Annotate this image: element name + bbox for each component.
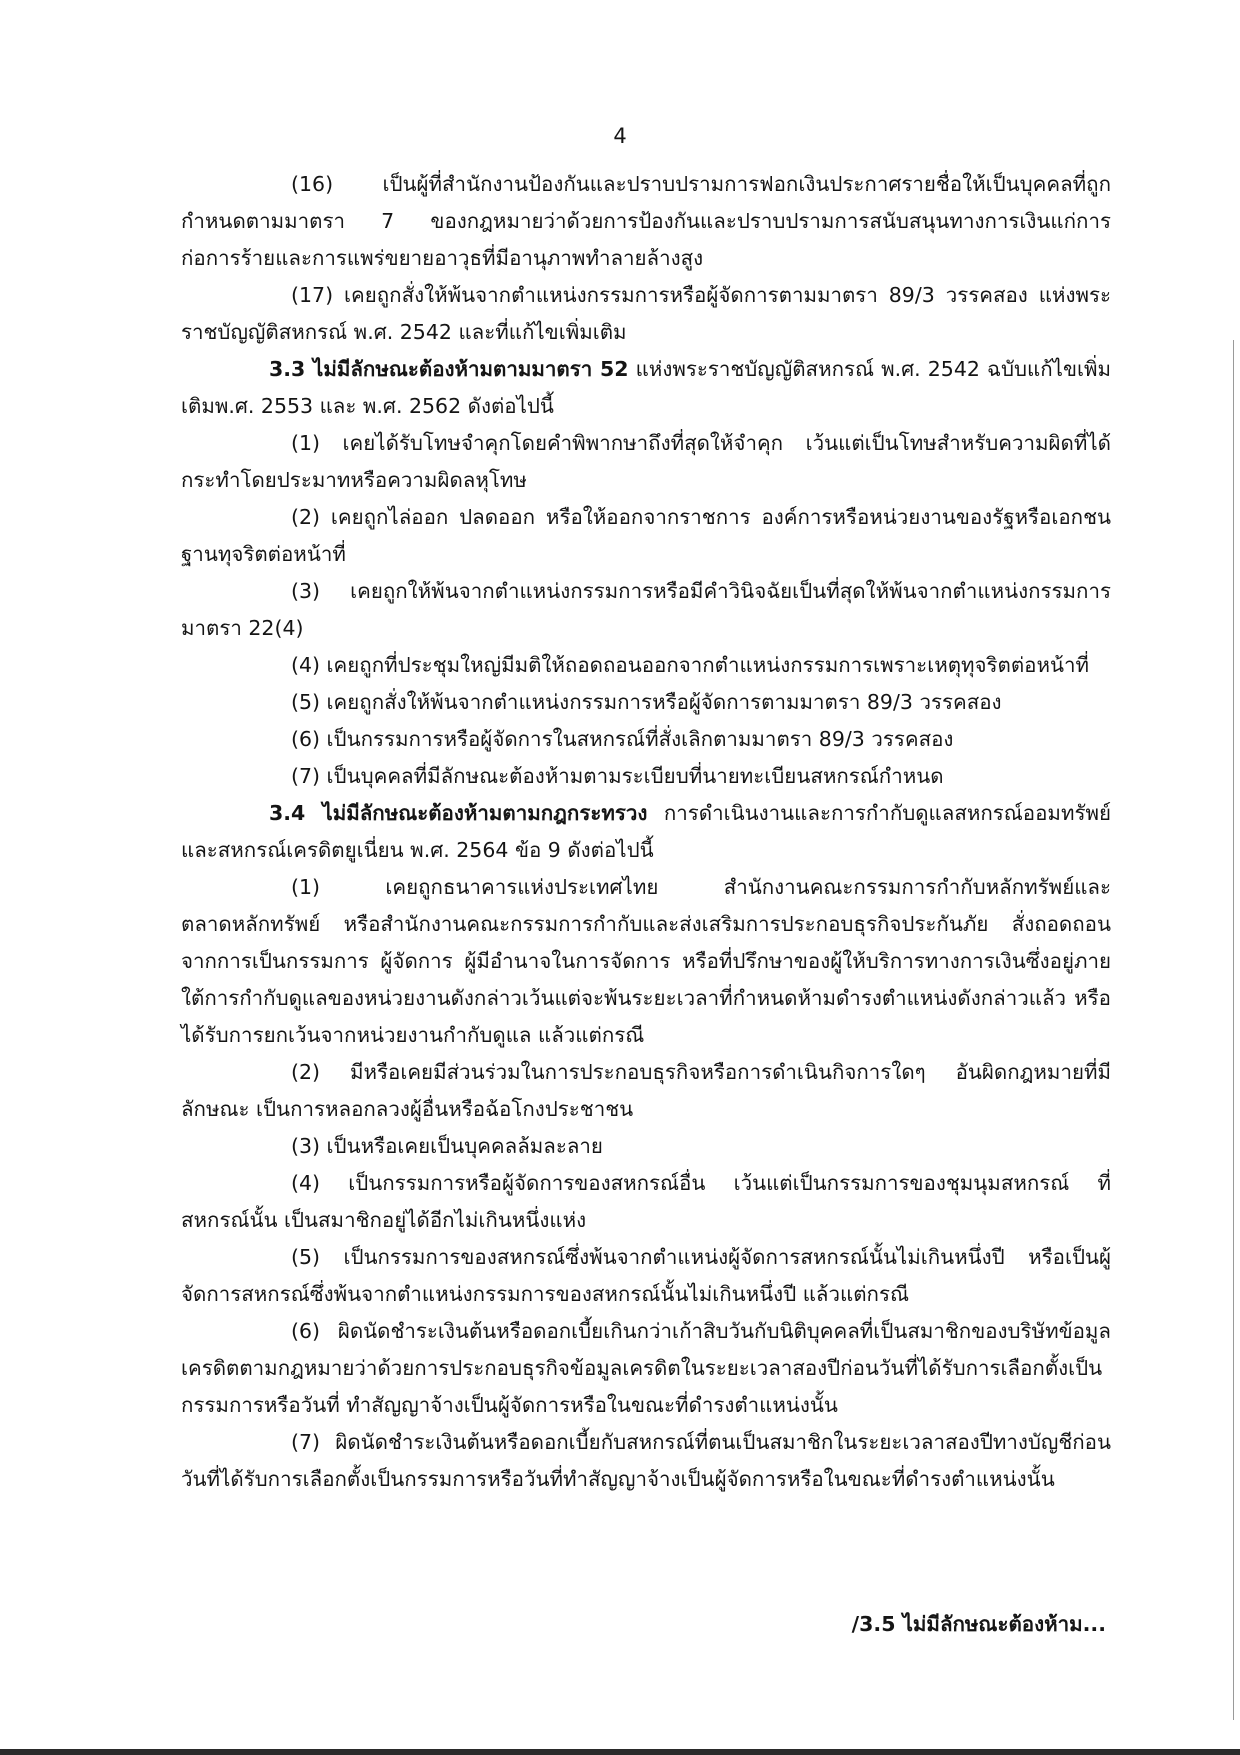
paragraph-text: (1) เคยถูกธนาคารแห่งประเทศไทย สำนักงานคณะกรรมการกำกับหลักทรัพย์และตลาดหลักทรัพย์ หรือสำนักงานคณะกรรมการกำกับและส่งเสริมการประกอบธุรกิจประกันภัย สั่งถอดถอนจากการเป็นกรรมการ ผู้จัดการ ผู้มีอำนาจในการจัดการ หรือที่ปรึกษาของผู้ให้บริการทางการเงินซึ่งอยู่ภายใต้การกำกับดูแลของหน่วยงานดังกล่าวเว้นแต่จะพ้นระยะเวลาที่กำหนดห้ามดำรงตำแหน่งดังกล่าวแล้ว หรือได้รับการยกเว้นจากหน่วยงานกำกับดูแล แล้วแต่กรณี	[181, 875, 1111, 1047]
paragraph-text: (5) เคยถูกสั่งให้พ้นจากตำแหน่งกรรมการหรือผู้จัดการตามมาตรา 89/3 วรรคสอง	[291, 690, 1002, 714]
section-heading: 3.3 ไม่มีลักษณะต้องห้ามตามมาตรา 52	[269, 357, 629, 381]
paragraph-text: (6) ผิดนัดชำระเงินต้นหรือดอกเบี้ยเกินกว่าเก้าสิบวันกับนิติบุคคลที่เป็นสมาชิกของบริษัทข้อมูลเครดิตตามกฎหมายว่าด้วยการประกอบธุรกิจข้อมูลเครดิตในระยะเวลาสองปีก่อนวันที่ได้รับการเลือกตั้งเป็นกรรมการหรือวันที่ ทำสัญญาจ้างเป็นผู้จัดการหรือในขณะที่ดำรงตำแหน่งนั้น	[181, 1319, 1111, 1417]
paragraph-text: (4) เคยถูกที่ประชุมใหญ่มีมติให้ถอดถอนออกจากตำแหน่งกรรมการเพราะเหตุทุจริตต่อหน้าที่	[291, 653, 1090, 677]
paragraph-text: (5) เป็นกรรมการของสหกรณ์ซึ่งพ้นจากตำแหน่งผู้จัดการสหกรณ์นั้นไม่เกินหนึ่งปี หรือเป็นผู้จัดการสหกรณ์ซึ่งพ้นจากตำแหน่งกรรมการของสหกรณ์นั้นไม่เกินหนึ่งปี แล้วแต่กรณี	[181, 1245, 1111, 1306]
paragraph-text: (7) ผิดนัดชำระเงินต้นหรือดอกเบี้ยกับสหกรณ์ที่ตนเป็นสมาชิกในระยะเวลาสองปีทางบัญชีก่อนวันที่ได้รับการเลือกตั้งเป็นกรรมการหรือวันที่ทำสัญญาจ้างเป็นผู้จัดการหรือในขณะที่ดำรงตำแหน่งนั้น	[181, 1430, 1111, 1491]
paragraph-text: (3) เป็นหรือเคยเป็นบุคคลล้มละลาย	[291, 1134, 603, 1158]
paragraph-text: (6) เป็นกรรมการหรือผู้จัดการในสหกรณ์ที่สั่งเลิกตามมาตรา 89/3 วรรคสอง	[291, 727, 954, 751]
paragraph-text: (2) เคยถูกไล่ออก ปลดออก หรือให้ออกจากราชการ องค์การหรือหน่วยงานของรัฐหรือเอกชนฐานทุจริตต่อหน้าที่	[181, 505, 1111, 566]
paragraph-text: (2) มีหรือเคยมีส่วนร่วมในการประกอบธุรกิจหรือการดำเนินกิจการใดๆ อันผิดกฎหมายที่มีลักษณะ เป็นการหลอกลวงผู้อื่นหรือฉ้อโกงประชาชน	[181, 1060, 1111, 1121]
paragraph	[181, 1128, 1111, 1165]
paragraph	[181, 647, 1111, 684]
scan-edge-line	[1233, 340, 1234, 1720]
paragraph-text: (1) เคยได้รับโทษจำคุกโดยคำพิพากษาถึงที่สุดให้จำคุก เว้นแต่เป็นโทษสำหรับความผิดที่ได้กระทำโดยประมาทหรือความผิดลหุโทษ	[181, 431, 1111, 492]
paragraph-text: (17) เคยถูกสั่งให้พ้นจากตำแหน่งกรรมการหรือผู้จัดการตามมาตรา 89/3 วรรคสอง แห่งพระราชบัญญัติสหกรณ์ พ.ศ. 2542 และที่แก้ไขเพิ่มเติม	[181, 283, 1111, 344]
paragraph	[181, 684, 1111, 721]
paragraph	[181, 277, 1111, 351]
paragraph-text: (3) เคยถูกให้พ้นจากตำแหน่งกรรมการหรือมีคำวินิจฉัยเป็นที่สุดให้พ้นจากตำแหน่งกรรมการมาตรา 22(4)	[181, 579, 1111, 640]
paragraph-text: การดำเนินงานและการกำกับดูแลสหกรณ์ออมทรัพย์และสหกรณ์เครดิตยูเนี่ยน พ.ศ. 2564 ข้อ 9 ดังต่อไปนี้	[181, 801, 1111, 862]
paragraph	[181, 721, 1111, 758]
paragraph	[181, 869, 1111, 1054]
continuation-marker: /3.5 ไม่มีลักษณะต้องห้าม...	[851, 1612, 1106, 1636]
paragraph-text: แห่งพระราชบัญญัติสหกรณ์ พ.ศ. 2542 ฉบับแก้ไขเพิ่มเติมพ.ศ. 2553 และ พ.ศ. 2562 ดังต่อไปนี้	[181, 357, 1112, 418]
paragraph	[181, 758, 1111, 795]
paragraph	[181, 1239, 1111, 1313]
paragraph	[181, 351, 1111, 425]
section-heading: 3.4 ไม่มีลักษณะต้องห้ามตามกฎกระทรวง	[269, 801, 648, 825]
document-body	[181, 166, 1111, 1498]
paragraph-text: (16) เป็นผู้ที่สำนักงานป้องกันและปราบปรามการฟอกเงินประกาศรายชื่อให้เป็นบุคคลที่ถูกกำหนดตามมาตรา 7 ของกฎหมายว่าด้วยการป้องกันและปราบปรามการสนับสนุนทางการเงินแก่การก่อการร้ายและการแพร่ขยายอาวุธที่มีอานุภาพทำลายล้างสูง	[181, 172, 1111, 270]
page-number: 4	[613, 124, 627, 148]
paragraph	[181, 1165, 1111, 1239]
paragraph	[181, 1424, 1111, 1498]
paragraph	[181, 1054, 1111, 1128]
paragraph	[181, 1313, 1111, 1424]
paragraph	[181, 795, 1111, 869]
scan-bottom-border	[0, 1749, 1240, 1755]
paragraph	[181, 166, 1111, 277]
paragraph	[181, 425, 1111, 499]
paragraph-text: (7) เป็นบุคคลที่มีลักษณะต้องห้ามตามระเบียบที่นายทะเบียนสหกรณ์กำหนด	[291, 764, 944, 788]
paragraph	[181, 573, 1111, 647]
paragraph-text: (4) เป็นกรรมการหรือผู้จัดการของสหกรณ์อื่น เว้นแต่เป็นกรรมการของชุมนุมสหกรณ์ ที่สหกรณ์นั้น เป็นสมาชิกอยู่ได้อีกไม่เกินหนึ่งแห่ง	[181, 1171, 1111, 1232]
paragraph	[181, 499, 1111, 573]
